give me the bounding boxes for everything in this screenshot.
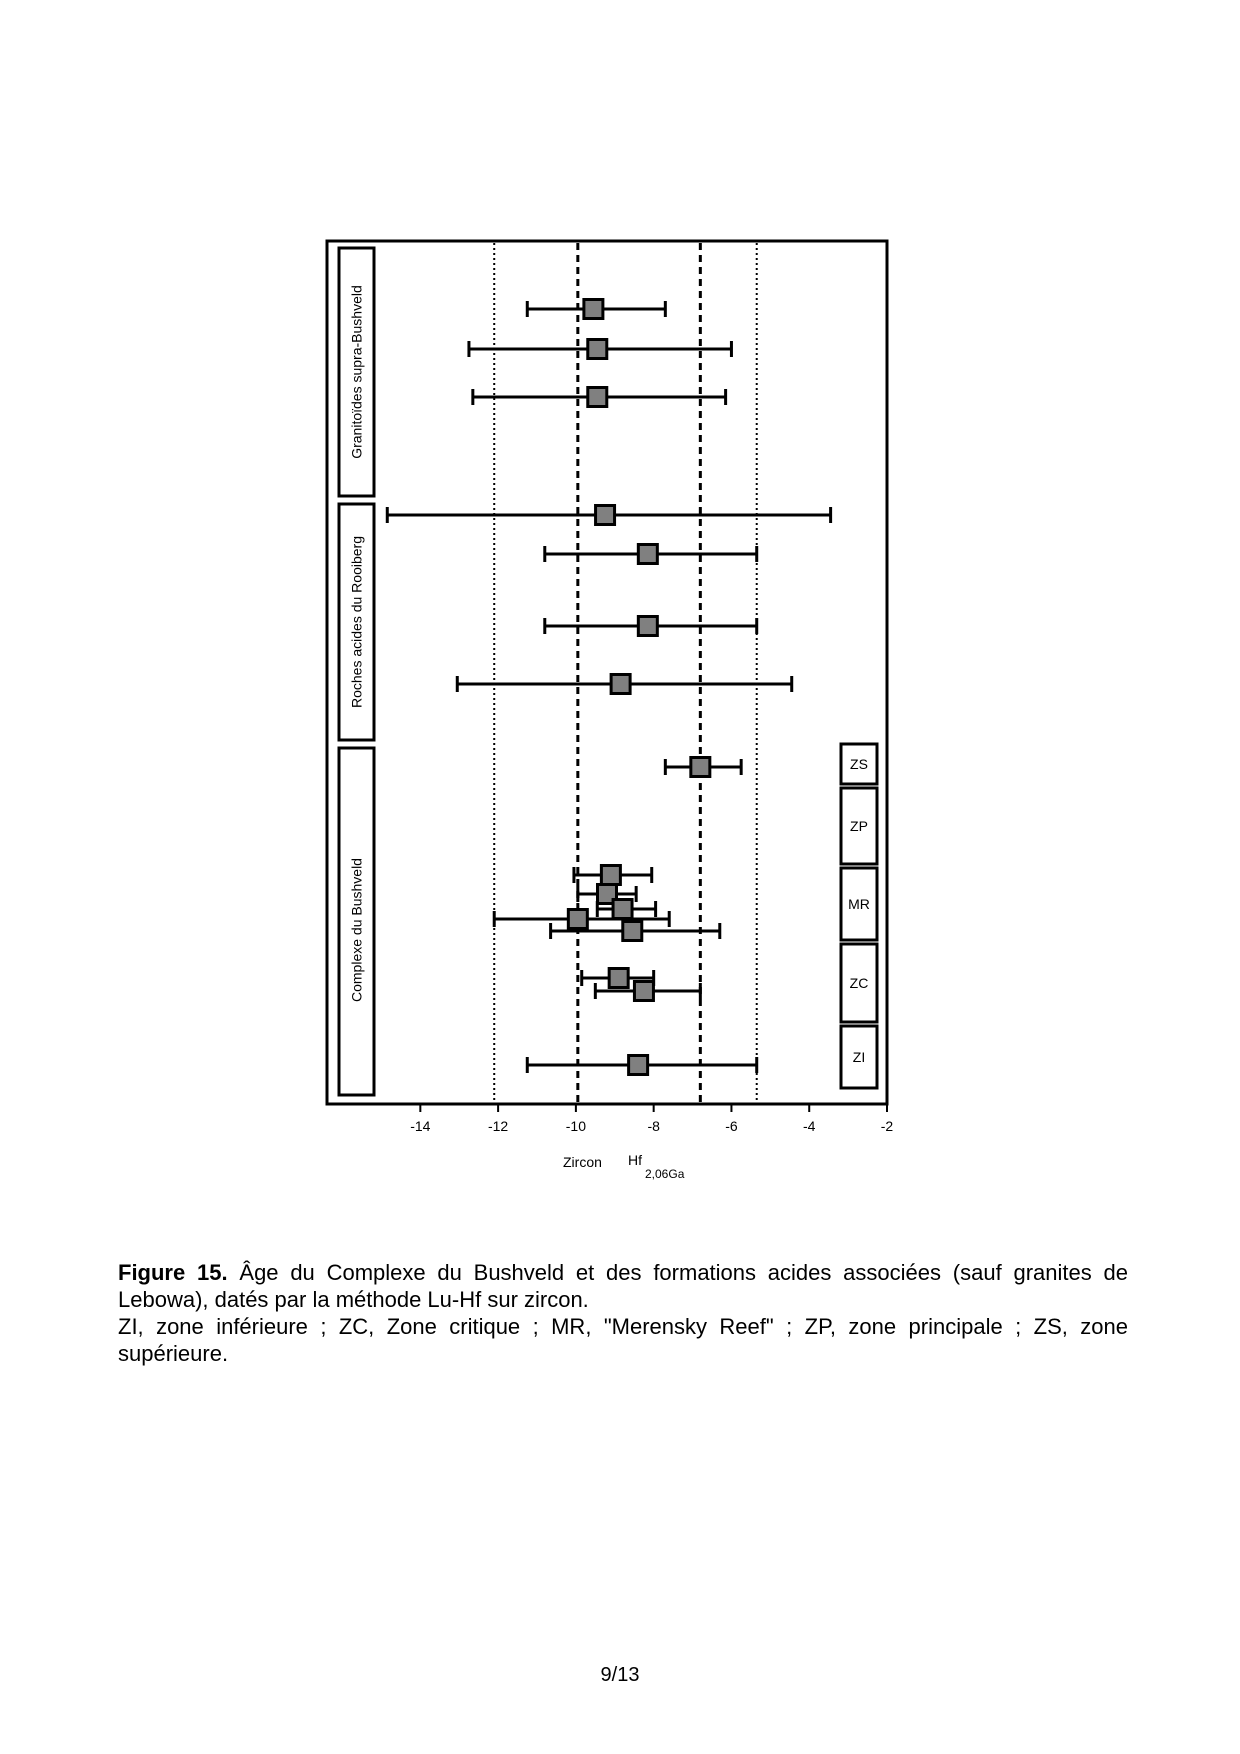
x-tick-label: -6 — [725, 1118, 738, 1134]
data-marker — [601, 866, 620, 885]
x-tick-label: -12 — [487, 1118, 509, 1134]
data-marker — [691, 758, 710, 777]
data-point — [473, 388, 726, 407]
caption-paragraph-2: ZI, zone inférieure ; ZC, Zone critique ; MR, "Merensky Reef" ; ZP, zone principale ; ZS, zone supérieure. — [118, 1314, 1128, 1366]
zone-label-zs: ZS — [850, 756, 868, 772]
x-tick-label: -2 — [880, 1118, 894, 1134]
group-labels — [339, 248, 374, 1095]
data-marker — [568, 910, 587, 929]
group-label: Complexe du Bushveld — [348, 858, 365, 1002]
zone-label-zi: ZI — [852, 1049, 866, 1065]
error-bars — [387, 300, 830, 1075]
caption-text-1: Âge du Complexe du Bushveld et des formations acides associées (sauf granites de Lebowa), datés par la méthode Lu-Hf sur zircon. — [118, 1260, 1129, 1312]
data-marker — [588, 388, 607, 407]
data-marker — [611, 675, 630, 694]
data-point — [457, 675, 791, 694]
data-point — [387, 506, 830, 525]
data-marker — [623, 922, 642, 941]
x-tick-label: -4 — [802, 1118, 816, 1134]
figure-label: Figure 15. — [118, 1260, 228, 1285]
plot-frame — [327, 241, 887, 1104]
x-tick-label: -10 — [565, 1118, 587, 1134]
zone-label-mr: MR — [848, 896, 870, 912]
data-marker — [634, 982, 653, 1001]
data-marker — [638, 545, 657, 564]
x-axis-label-subscript: 2,06Ga — [645, 1167, 685, 1181]
group-label: Granitoïdes supra-Bushveld — [348, 285, 365, 459]
data-point — [527, 300, 665, 319]
group-label: Roches acides du Rooiberg — [348, 536, 365, 708]
x-axis — [410, 1104, 893, 1134]
data-marker — [596, 506, 615, 525]
figure-caption — [118, 1259, 1128, 1367]
zone-labels — [841, 744, 877, 1088]
data-marker — [584, 300, 603, 319]
zone-label-zp: ZP — [850, 818, 868, 834]
data-marker — [613, 900, 632, 919]
x-axis-label: Zircon — [563, 1154, 602, 1170]
zone-label-zc: ZC — [849, 975, 869, 991]
data-marker — [588, 340, 607, 359]
x-tick-label: -14 — [410, 1118, 431, 1134]
page-number: 9/13 — [600, 1664, 640, 1686]
x-tick-label: -8 — [647, 1118, 660, 1134]
data-point — [574, 866, 652, 885]
data-marker — [629, 1056, 648, 1075]
data-point — [469, 340, 732, 359]
data-point — [527, 1056, 756, 1075]
caption-paragraph-1 — [118, 1259, 1128, 1313]
data-marker — [638, 617, 657, 636]
x-axis-label-symbol: Hf — [628, 1152, 642, 1168]
data-marker — [609, 969, 628, 988]
data-point — [665, 758, 741, 777]
